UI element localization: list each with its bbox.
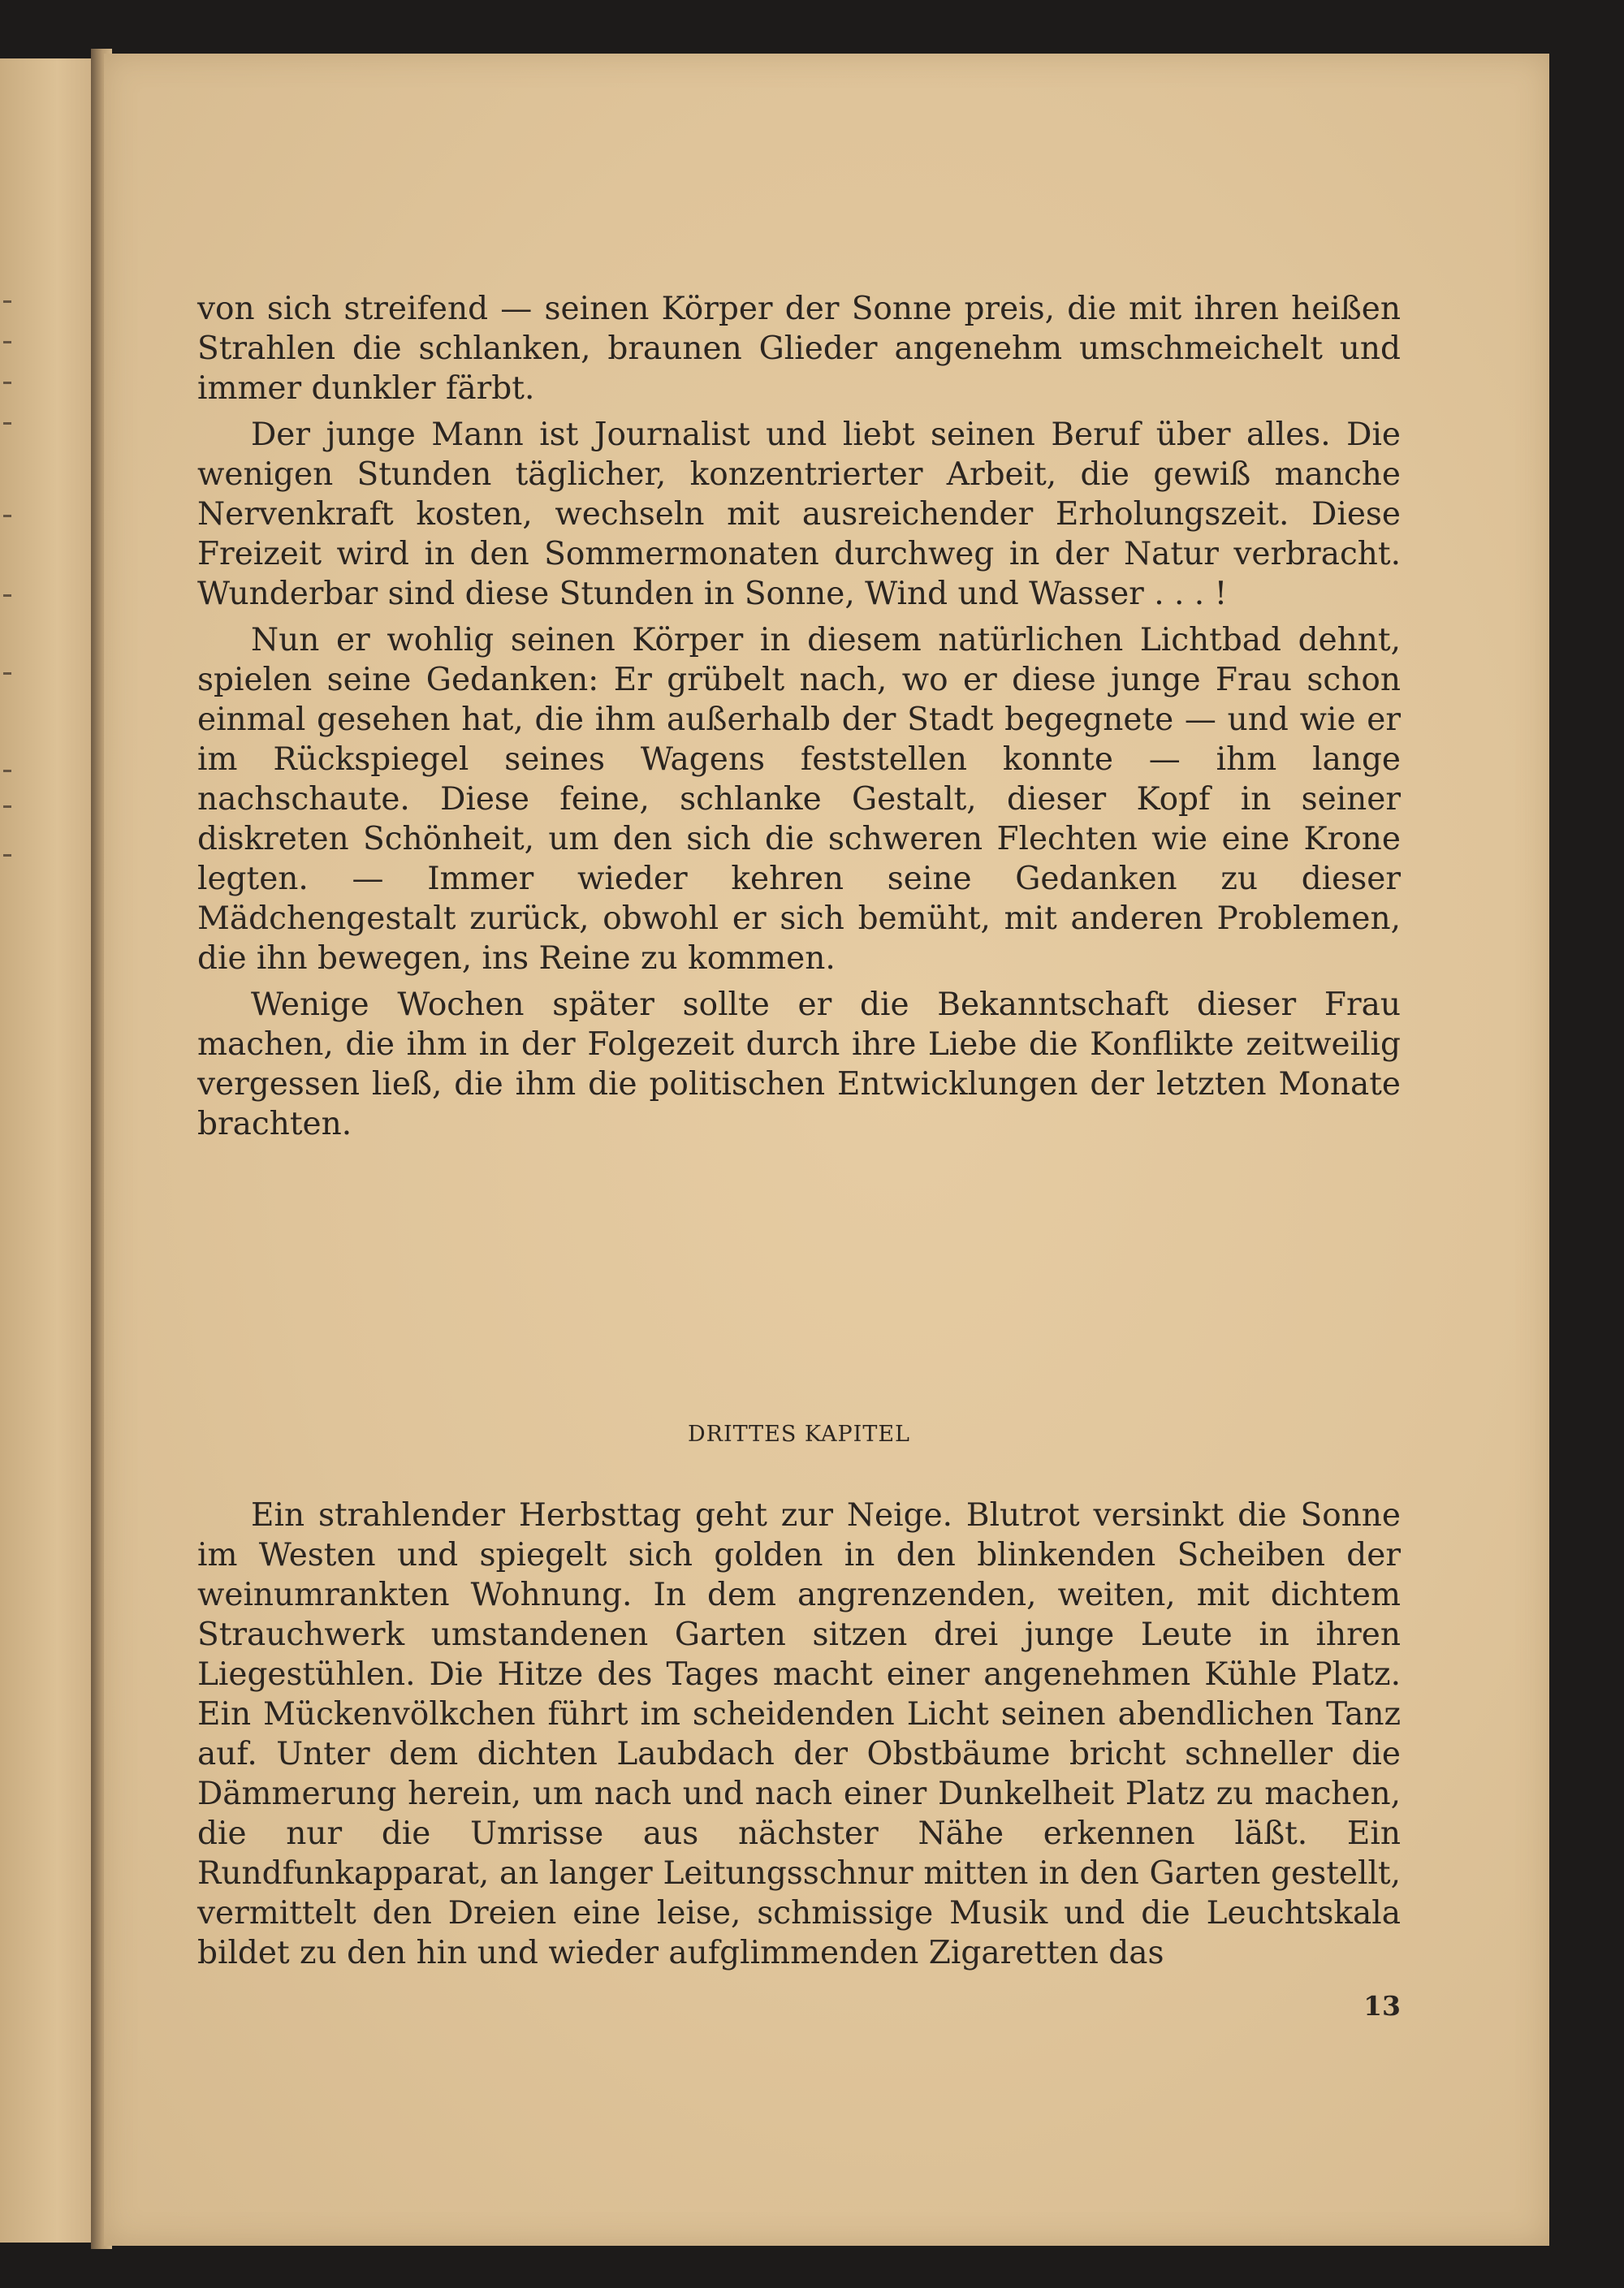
chapter-heading: DRITTES KAPITEL xyxy=(687,1422,910,1447)
edge-mark xyxy=(3,300,11,303)
edge-mark xyxy=(3,672,11,675)
left-page-edge xyxy=(0,58,96,2243)
paragraph: von sich streifend — seinen Körper der Sonne preis, die mit ihren heißen Strahlen die schlanken, braunen Glieder angenehm umschmeichelt und immer dunkler färbt. xyxy=(197,291,1401,407)
body-text-bottom xyxy=(197,1496,1401,1979)
edge-mark xyxy=(3,770,11,772)
edge-mark xyxy=(3,594,11,597)
edge-mark xyxy=(3,422,11,425)
page-number: 13 xyxy=(1363,1990,1401,2022)
paragraph: Wenige Wochen später sollte er die Bekanntschaft dieser Frau machen, die ihm in der Folgezeit durch ihre Liebe die Konflikte zeitweilig vergessen ließ, die ihm die politischen Entwicklungen der letzten Monate brachten. xyxy=(197,986,1401,1142)
edge-mark xyxy=(3,854,11,857)
body-text-top xyxy=(197,289,1401,1150)
edge-mark xyxy=(3,382,11,384)
edge-mark xyxy=(3,341,11,343)
edge-mark xyxy=(3,805,11,808)
paragraph: Ein strahlender Herbsttag geht zur Neige. Blutrot versinkt die Sonne im Westen und spiegelt sich golden in den blinkenden Scheiben der weinumrankten Wohnung. In dem angrenzenden, weiten, mit dichtem Strauchwerk umstandenen Garten sitzen drei junge Leute in ihren Liegestühlen. Die Hitze des Tages macht einer angenehmen Kühle Platz. Ein Mückenvölkchen führt im scheidenden Licht seinen abendlichen Tanz auf. Unter dem dichten Laubdach der Obstbäume bricht schneller die Dämmerung herein, um nach und nach einer Dunkelheit Platz zu machen, die nur die Umrisse aus nächster Nähe erkennen läßt. Ein Rundfunkapparat, an langer Leitungsschnur mitten in den Garten gestellt, vermittelt den Dreien eine leise, schmissige Musik und die Leuchtskala bildet zu den hin und wieder aufglimmenden Zigaretten das xyxy=(197,1497,1401,1971)
edge-mark xyxy=(3,515,11,517)
paragraph: Nun er wohlig seinen Körper in diesem natürlichen Lichtbad dehnt, spielen seine Gedanken: Er grübelt nach, wo er diese junge Frau schon einmal gesehen hat, die ihm außerhalb der Stadt begegnete — und wie er im Rückspiegel seines Wagens feststellen konnte — ihm lange nachschaute. Diese feine, schlanke Gestalt, dieser Kopf in seiner diskreten Schönheit, um den sich die schweren Flechten wie eine Krone legten. — Immer wieder kehren seine Gedanken zu dieser Mädchengestalt zurück, obwohl er sich bemüht, mit anderen Problemen, die ihn bewegen, ins Reine zu kommen. xyxy=(197,622,1401,977)
paragraph: Der junge Mann ist Journalist und liebt seinen Beruf über alles. Die wenigen Stunden täglicher, konzentrierter Arbeit, die gewiß manche Nervenkraft kosten, wechseln mit ausreichender Erholungszeit. Diese Freizeit wird in den Sommermonaten durchweg in der Natur verbracht. Wunderbar sind diese Stunden in Sonne, Wind und Wasser . . . ! xyxy=(197,417,1401,612)
book-page xyxy=(104,54,1549,2246)
